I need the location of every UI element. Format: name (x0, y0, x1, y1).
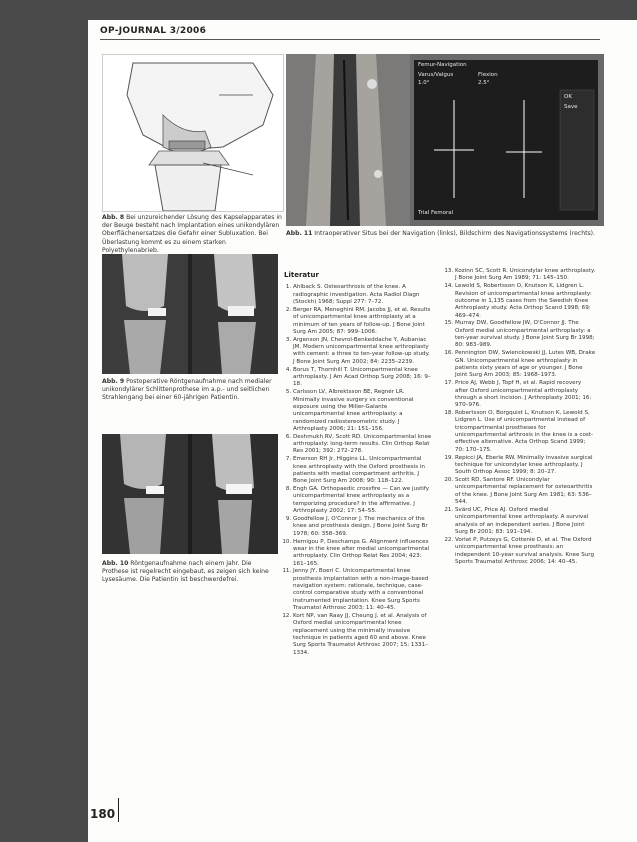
nav-screen-label-b: Flexion (478, 72, 498, 78)
reference-item: 15. Murray DW, Goodfellow JW, O'Connor JJ. The Oxford medial unicompartmental arthroplasty: a ten-year survival study. J Bone Joint Surg Br 1998; 80: 983–989. (455, 320, 596, 349)
reference-item: 11. Jenny JY, Boeri C. Unicompartmental knee prosthesis implantation with a non-image-based navigation system: rationale, technique, case-control comparative study with a conventional instrumented implantation. Knee Surg Sports Traumatol Arthrosc 2003; 11: 40–45. (293, 568, 432, 612)
reference-item: 13. Kozinn SC, Scott R. Unicondylar knee arthroplasty. J Bone Joint Surg Am 1989; 71: 145–150. (455, 268, 596, 283)
nav-screen-value-b: 2.5° (478, 80, 490, 86)
reference-item: 14. Lewold S, Robertsson O, Knutson K, Lidgren L. Revision of unicompartmental knee arthroplasty: outcome in 1,135 cases from the Swedish Knee Arthroplasty study. Acta Orthop Scand 1998; 69: 469–474. (455, 283, 596, 320)
reference-item: 8. Engh GA. Orthopaedic crossfire — Can we justify unicompartmental knee arthroplasty as a temporizing procedure? In the affirmative. J Arthroplasty 2002; 17: 54–55. (293, 486, 432, 515)
nav-screen-label-a: Varus/Valgus (418, 72, 454, 78)
page-number-divider (118, 798, 119, 822)
nav-screen-footer: Trial Femoral (418, 210, 454, 216)
reference-item: 12. Kort NP, van Raay JJ, Cheung J, et al. Analysis of Oxford medial unicompartmental knee replacement using the minimally invasive technique in patients aged 60 and above. Knee Surg Sports Traumatol Arthrosc 2007; 15: 1331–1334. (293, 613, 432, 657)
xray-pair-1 (102, 254, 278, 374)
reference-item: 3. Argenson JN, Chevrol-Benkeddache Y, Aubaniac JM. Modern unicompartmental knee arthroplasty with cement: a three to ten-year follow-up study. J Bone Joint Surg Am 2002; 84: 2235–2239. (293, 337, 432, 366)
figure-9-caption (102, 378, 278, 403)
figure-8 (102, 54, 284, 212)
figure-8-text: Bei unzureichender Lösung des Kapselapparates in der Beuge besteht nach Implantation eines unikondylären Oberflächenersatzes die Gefahr einer Subluxation. Bei Überlastung kommt es zu einem starken Polyethylenabrieb. (102, 214, 282, 254)
reference-item: 6. Deshmukh RV, Scott RD. Unicompartmental knee arthroplasty: long-term results. Clin Orthop Relat Res 2001; 392: 272–278. (293, 434, 432, 456)
reference-item: 19. Repicci JA, Eberle RW. Minimally invasive surgical technique for unicondylar knee arthroplasty. J South Orthop Assoc 1999; 8: 20–27. (455, 455, 596, 477)
nav-screen-title: Femur-Navigation (418, 62, 467, 68)
journal-header: OP-JOURNAL 3/2006 (100, 26, 600, 40)
document-page (88, 20, 637, 842)
references-list-b (446, 268, 596, 566)
reference-item: 7. Emerson RH Jr, Higgins LL. Unicompartmental knee arthroplasty with the Oxford prosthesis in patients with medial compartment arthritis. J Bone Joint Surg Am 2008; 90: 118–122. (293, 456, 432, 485)
intraop-photo (286, 54, 410, 226)
figure-9-label: Abb. 9 (102, 378, 125, 385)
reference-item: 18. Robertsson O, Borgquist L, Knutson K, Lewold S, Lidgren L. Use of unicompartmental instead of tricompartmental prostheses for unicompartmental arthrosis in the knee is a cost-effective alternative. Acta Orthop Scand 1999; 70: 170–175. (455, 410, 596, 454)
figure-10-label: Abb. 10 (102, 560, 129, 567)
xray-pair-2 (102, 434, 278, 554)
nav-crosshair-graphic (414, 60, 598, 220)
reference-item: 17. Price AJ, Webb J, Topf H, et al. Rapid recovery after Oxford unicompartmental arthroplasty through a short incision. J Arthroplasty 2001; 16: 970–976. (455, 380, 596, 409)
reference-item: 2. Berger RA, Meneghini RM, Jacobs JJ, et al. Results of unicompartmental knee arthroplasty at a minimum of ten years of follow-up. J Bone Joint Surg Am 2005; 87: 999–1006. (293, 307, 432, 336)
figure-8-caption (102, 214, 282, 255)
figure-9-text: Postoperative Röntgenaufnahme nach medialer unikondylärer Schlittenprothese im a.p.- und seitlichen Strahlengang bei einer 60-jährigen Patientin. (102, 378, 272, 402)
reference-item: 16. Pennington DW, Swienckowski JJ, Lutes WB, Drake GN. Unicompartmental knee arthroplasty in patients sixty years of age or younger. J Bone Joint Surg Am 2003; 85: 1968–1973. (455, 350, 596, 379)
reference-item: 20. Scott RD, Santore RF. Unicondylar unicompartmental replacement for osteoarthritis of the knee. J Bone Joint Surg Am 1981; 63: 536–544. (455, 477, 596, 506)
nav-sidebar-item-2[interactable]: Save (564, 104, 578, 110)
references-column-a (284, 272, 432, 658)
figure-10-caption (102, 560, 278, 585)
knee-diagram (103, 55, 283, 211)
reference-item: 9. Goodfellow J, O'Connor J. The mechanics of the knee and prosthesis design. J Bone Joint Surg Br 1978; 60: 358–369. (293, 516, 432, 538)
references-heading: Literatur (284, 271, 319, 279)
figure-11-caption (286, 230, 604, 238)
reference-item: 10. Hernigou P, Deschamps G. Alignment influences wear in the knee after medial unicompartmental arthroplasty. Clin Orthop Relat Res 2004; 423: 161–165. (293, 539, 432, 568)
reference-item: 21. Svärd UC, Price AJ. Oxford medial unicompartmental knee arthroplasty. A survival analysis of an independent series. J Bone Joint Surg Br 2001; 83: 191–194. (455, 507, 596, 536)
figure-10-text: Röntgenaufnahme nach einem Jahr. Die Prothese ist regelrecht eingebaut, es zeigen sich keine Lysesäume. Die Patientin ist beschwerdefrei. (102, 560, 269, 584)
reference-item: 22. Vorlat P, Putzeys G, Cottenie D, et al. The Oxford unicompartmental knee prosthesis: an independent 10-year survival analysis. Knee Surg Sports Traumatol Arthrosc 2006; 14: 40–45. (455, 537, 596, 566)
nav-sidebar-item-1[interactable]: OK (564, 94, 572, 100)
figure-11 (286, 54, 604, 226)
figure-11-text: Intraoperativer Situs bei der Navigation (links), Bildschirm des Navigationssystems (rechts). (314, 230, 595, 237)
references-column-b (446, 268, 596, 567)
figure-11-label: Abb. 11 (286, 230, 313, 237)
figure-9 (102, 254, 278, 374)
reference-item: 4. Borus T, Thornhill T. Unicompartmental knee arthroplasty. J Am Acad Orthop Surg 2008; 16: 9–18. (293, 367, 432, 389)
nav-screen-value-a: 1.0° (418, 80, 430, 86)
page-number: 180 (90, 807, 116, 821)
figure-10 (102, 434, 278, 554)
reference-item: 1. Ahlback S. Osteoarthrosis of the knee. A radiographic investigation. Acta Radiol Diagn (Stockh) 1968; Suppl 277: 7–72. (293, 284, 432, 306)
navigation-screen (414, 60, 598, 220)
reference-item: 5. Carlsson LV, Albrektsson BE, Regnér LR. Minimally invasive surgery vs conventional exposure using the Miller-Galante unicompartmental knee arthroplasty: a randomized radiostereometric study. J Arthroplasty 2006; 21: 151–156. (293, 389, 432, 433)
references-list-a (284, 284, 432, 657)
figure-8-label: Abb. 8 (102, 214, 125, 221)
